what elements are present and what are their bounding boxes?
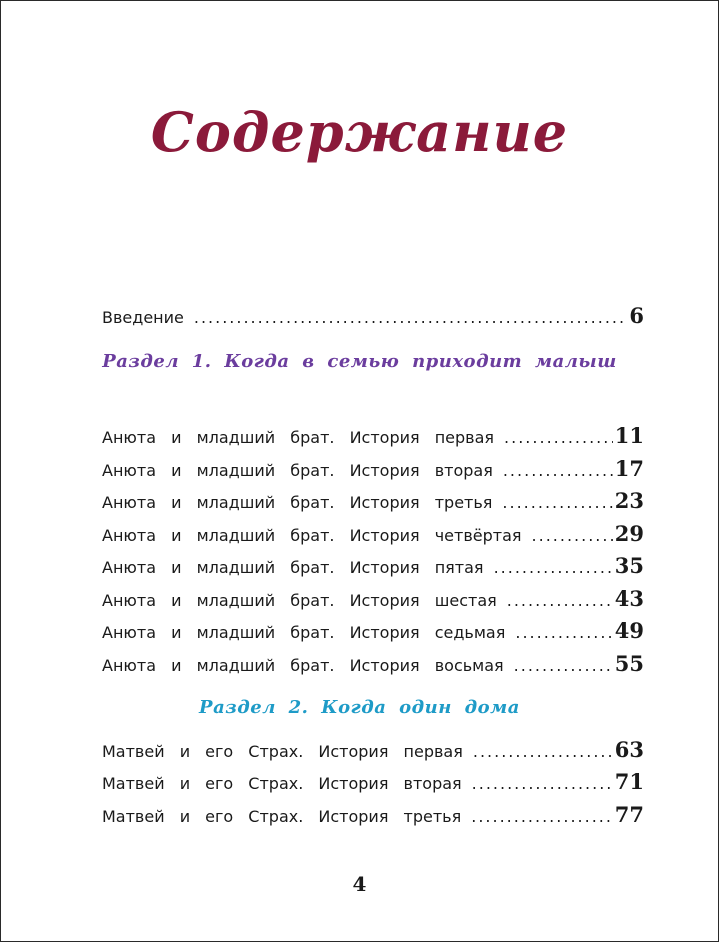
toc-page-number: 29 [614, 521, 644, 546]
toc-page-number: 77 [614, 802, 644, 827]
toc-entry-label: Введение [102, 308, 184, 327]
toc-entry-label: Матвей и его Страх. История третья [102, 807, 462, 826]
toc-entry[interactable] [102, 765, 644, 795]
toc-entry[interactable] [102, 614, 644, 644]
toc-entry[interactable] [102, 452, 644, 482]
toc-page-number: 17 [614, 456, 644, 481]
toc-entry-label: Анюта и младший брат. История пятая [102, 558, 484, 577]
page-number: 4 [352, 872, 367, 896]
toc-page-number: 43 [614, 586, 644, 611]
dot-leader [532, 525, 613, 547]
toc-entry-intro[interactable] [102, 299, 644, 329]
dot-leader [514, 655, 613, 677]
toc-entry-label: Анюта и младший брат. История первая [102, 428, 495, 447]
toc-entry[interactable] [102, 484, 644, 514]
toc-entry[interactable] [102, 798, 644, 828]
toc-entry[interactable] [102, 549, 644, 579]
dot-leader [515, 622, 612, 644]
toc-entry-label: Анюта и младший брат. История вторая [102, 461, 493, 480]
toc-page-number: 55 [614, 651, 644, 676]
toc-entry[interactable] [102, 647, 644, 677]
toc-page-number: 63 [614, 737, 644, 762]
dot-leader [473, 741, 613, 763]
toc-entry-label: Анюта и младший брат. История шестая [102, 591, 497, 610]
dot-leader [504, 427, 613, 449]
section-heading-2: Раздел 2. Когда один дома [199, 697, 520, 718]
toc-entry-label: Анюта и младший брат. История восьмая [102, 656, 504, 675]
dot-leader [194, 307, 628, 329]
dot-leader [503, 460, 613, 482]
toc-entry-label: Анюта и младший брат. История четвёртая [102, 526, 522, 545]
toc-page-number: 6 [629, 303, 644, 328]
section-heading-1: Раздел 1. Когда в семью приходит малыш [102, 351, 617, 372]
toc-entry[interactable] [102, 733, 644, 763]
toc-entry-label: Анюта и младший брат. История третья [102, 493, 493, 512]
toc-entry[interactable] [102, 517, 644, 547]
toc-page-number: 71 [614, 769, 644, 794]
toc-entry[interactable] [102, 419, 644, 449]
dot-leader [471, 806, 613, 828]
toc-page-number: 49 [614, 618, 644, 643]
toc-page-number: 23 [614, 488, 644, 513]
toc-entry[interactable] [102, 582, 644, 612]
dot-leader [472, 773, 613, 795]
dot-leader [502, 492, 612, 514]
toc-entry-label: Матвей и его Страх. История вторая [102, 774, 462, 793]
toc-entry-label: Матвей и его Страх. История первая [102, 742, 463, 761]
dot-leader [507, 590, 613, 612]
toc-page-number: 35 [614, 553, 644, 578]
page-title: Содержание [150, 100, 569, 164]
toc-entry-label: Анюта и младший брат. История седьмая [102, 623, 506, 642]
toc-page-number: 11 [614, 423, 644, 448]
dot-leader [494, 557, 613, 579]
